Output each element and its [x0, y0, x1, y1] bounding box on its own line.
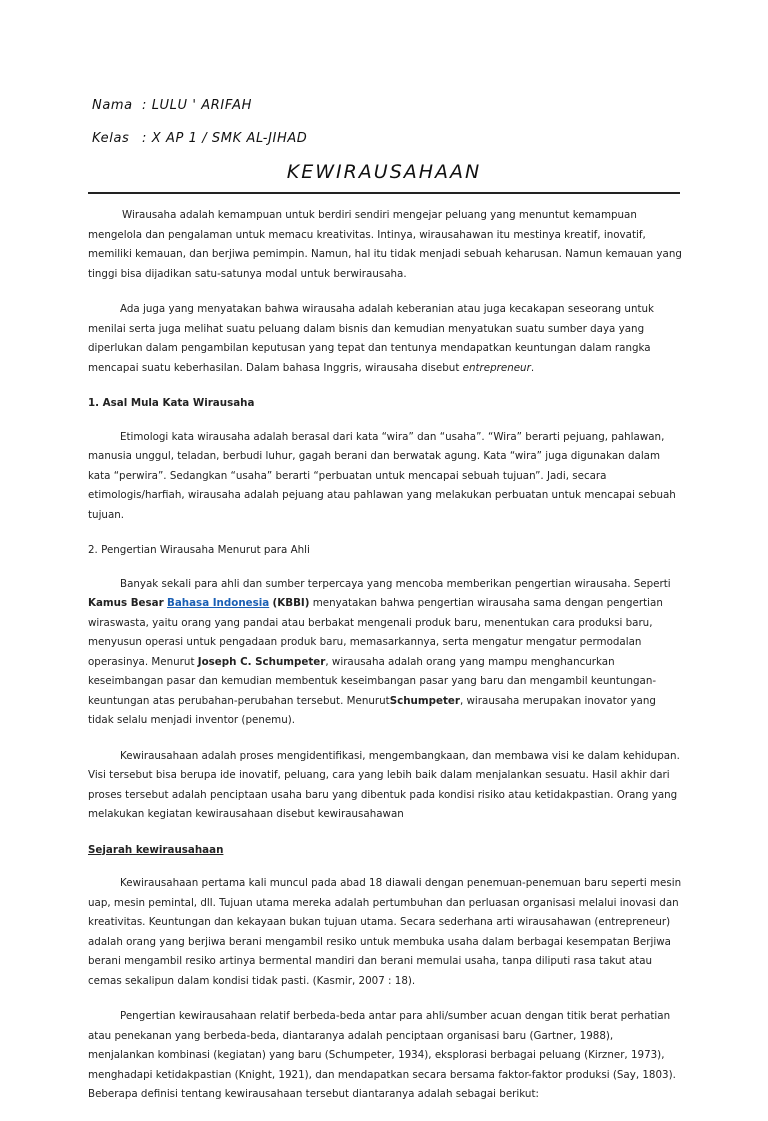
paragraph-2 [88, 300, 682, 378]
paragraph-7: Pengertian kewirausahaan relatif berbeda-beda antar para ahli/sumber acuan dengan titik berat perhatian atau penekanan yang berbeda-beda, diantaranya adalah penciptaan organisasi baru (Gartner, 1988), menjalankan kombinasi (kegiatan) yang baru (Schumpeter, 1934), eksplorasi berbagai peluang (Kirzner, 1973), menghadapi ketidakpastian (Knight, 1921), dan mendapatkan secara bersama faktor-faktor produksi (Say, 1803). Beberapa definisi tentang kewirausahaan tersebut diantaranya adalah sebagai berikut: [88, 1010, 676, 1100]
schumpeter-bold-2: Schumpeter [389, 694, 460, 707]
paragraph-4-a: Banyak sekali para ahli dan sumber terpercaya yang mencoba memberikan pengertian wirausaha. Seperti [120, 577, 671, 590]
heading-1: 1. Asal Mula Kata Wirausaha [88, 397, 255, 409]
paragraph-5: Kewirausahaan adalah proses mengidentifikasi, mengembangkaan, dan membawa visi ke dalam kehidupan. Visi tersebut bisa berupa ide inovatif, peluang, cara yang lebih baik dalam menjalankan sesuatu. Hasil akhir dari proses tersebut adalah penciptaan usaha baru yang dibentuk pada kondisi risiko atau ketidakpastian. Orang yang melakukan kegiatan kewirausahaan disebut kewirausahawan [88, 749, 680, 820]
paragraph-4-b: menyatakan bahwa pengertian wirausaha sama dengan pengertian wiraswasta, yaitu orang yang pandai atau berbakat mengenali produk baru, menentukan cara produksi baru, menyusun operasi untuk pengadaan produk baru, memasarkannya, serta mengatur mengatur permodalan operasinya. Menurut [88, 597, 663, 668]
paragraph-1: Wirausaha adalah kemampuan untuk berdiri sendiri mengejar peluang yang menuntut kemampuan mengelola dan pengalaman untuk memacu kreativitas. Intinya, wirausahawan itu mestinya kreatif, inovatif, memiliki kemauan, dan berjiwa pemimpin. Namun, hal itu tidak menjadi sebuah keharusan. Namun kemauan yang tinggi bisa dijadikan satu-satunya modal untuk berwirausaha. [88, 209, 682, 280]
paragraph-2-end: . [530, 361, 535, 374]
paragraph-4-d: , wirausaha merupakan inovator yang tidak selalu menjadi inventor (penemu). [88, 694, 656, 726]
document-title: KEWIRAUSAHAAN [286, 161, 482, 183]
heading-2: 2. Pengertian Wirausaha Menurut para Ahli [88, 544, 310, 556]
paragraph-3: Etimologi kata wirausaha adalah berasal dari kata “wira” dan “usaha”. “Wira” berarti pejuang, pahlawan, manusia unggul, teladan, berbudi luhur, gagah berani dan berwatak agung. Kata “wira” juga digunakan dalam kata “perwira”. Sedangkan “usaha” berarti “perbuatan untuk mencapai sebuah tujuan”. Jadi, secara etimologis/harfiah, wirausaha adalah pejuang atau pahlawan yang melakukan perbuatan untuk mencapai sebuah tujuan. [88, 430, 676, 521]
paragraph-2-text: Ada juga yang menyatakan bahwa wirausaha adalah keberanian atau juga kecakapan seseorang untuk menilai serta juga melihat suatu peluang dalam bisnis dan kemudian menyatukan suatu sumber daya yang diperlukan dalam pengambilan keputusan yang tepat dan tentunya mendapatkan keuntungan dalam rangka mencapai suatu keberhasilan. Dalam bahasa Inggris, wirausaha disebut [88, 303, 654, 374]
name-line [92, 96, 252, 116]
title-rule [88, 192, 680, 194]
paragraph-2-italic: entrepreneur [462, 361, 531, 374]
kbbi-bold: (KBBI) [272, 597, 310, 609]
link-bahasa-indonesia[interactable]: Bahasa Indonesia [166, 597, 270, 609]
class-line [92, 129, 307, 149]
document-body [88, 206, 682, 1121]
schumpeter-bold-1: Joseph C. Schumpeter [197, 655, 326, 668]
kamus-besar-bold: Kamus Besar [88, 597, 164, 609]
paragraph-4-c: , wirausaha adalah orang yang mampu menghancurkan keseimbangan pasar dan kemudian membentuk keseimbangan pasar yang baru dan mengambil keuntungan-keuntungan atas perubahan-perubahan tersebut. Menurut [88, 655, 657, 707]
heading-3: Sejarah kewirausahaan [88, 843, 224, 856]
class-label: Kelas [92, 131, 130, 146]
name-value: : LULU ' ARIFAH [142, 98, 253, 113]
paragraph-4 [88, 575, 682, 731]
paragraph-6: Kewirausahaan pertama kali muncul pada abad 18 diawali dengan penemuan-penemuan baru seperti mesin uap, mesin pemintal, dll. Tujuan utama mereka adalah pertumbuhan dan perluasan organisasi melalui inovasi dan kreativitas. Keuntungan dan kekayaan bukan tujuan utama. Secara sederhana arti wirausahawan (entrepreneur) adalah orang yang berjiwa berani mengambil resiko untuk membuka usaha dalam berbagai kesempatan Berjiwa berani mengambil resiko artinya bermental mandiri dan berani memulai usaha, tanpa diliputi rasa takut atau cemas sekalipun dalam kondisi tidak pasti. (Kasmir, 2007 : 18). [88, 877, 682, 987]
name-label: Nama [92, 98, 133, 113]
class-value: : X AP 1 / SMK AL-JIHAD [142, 131, 308, 146]
